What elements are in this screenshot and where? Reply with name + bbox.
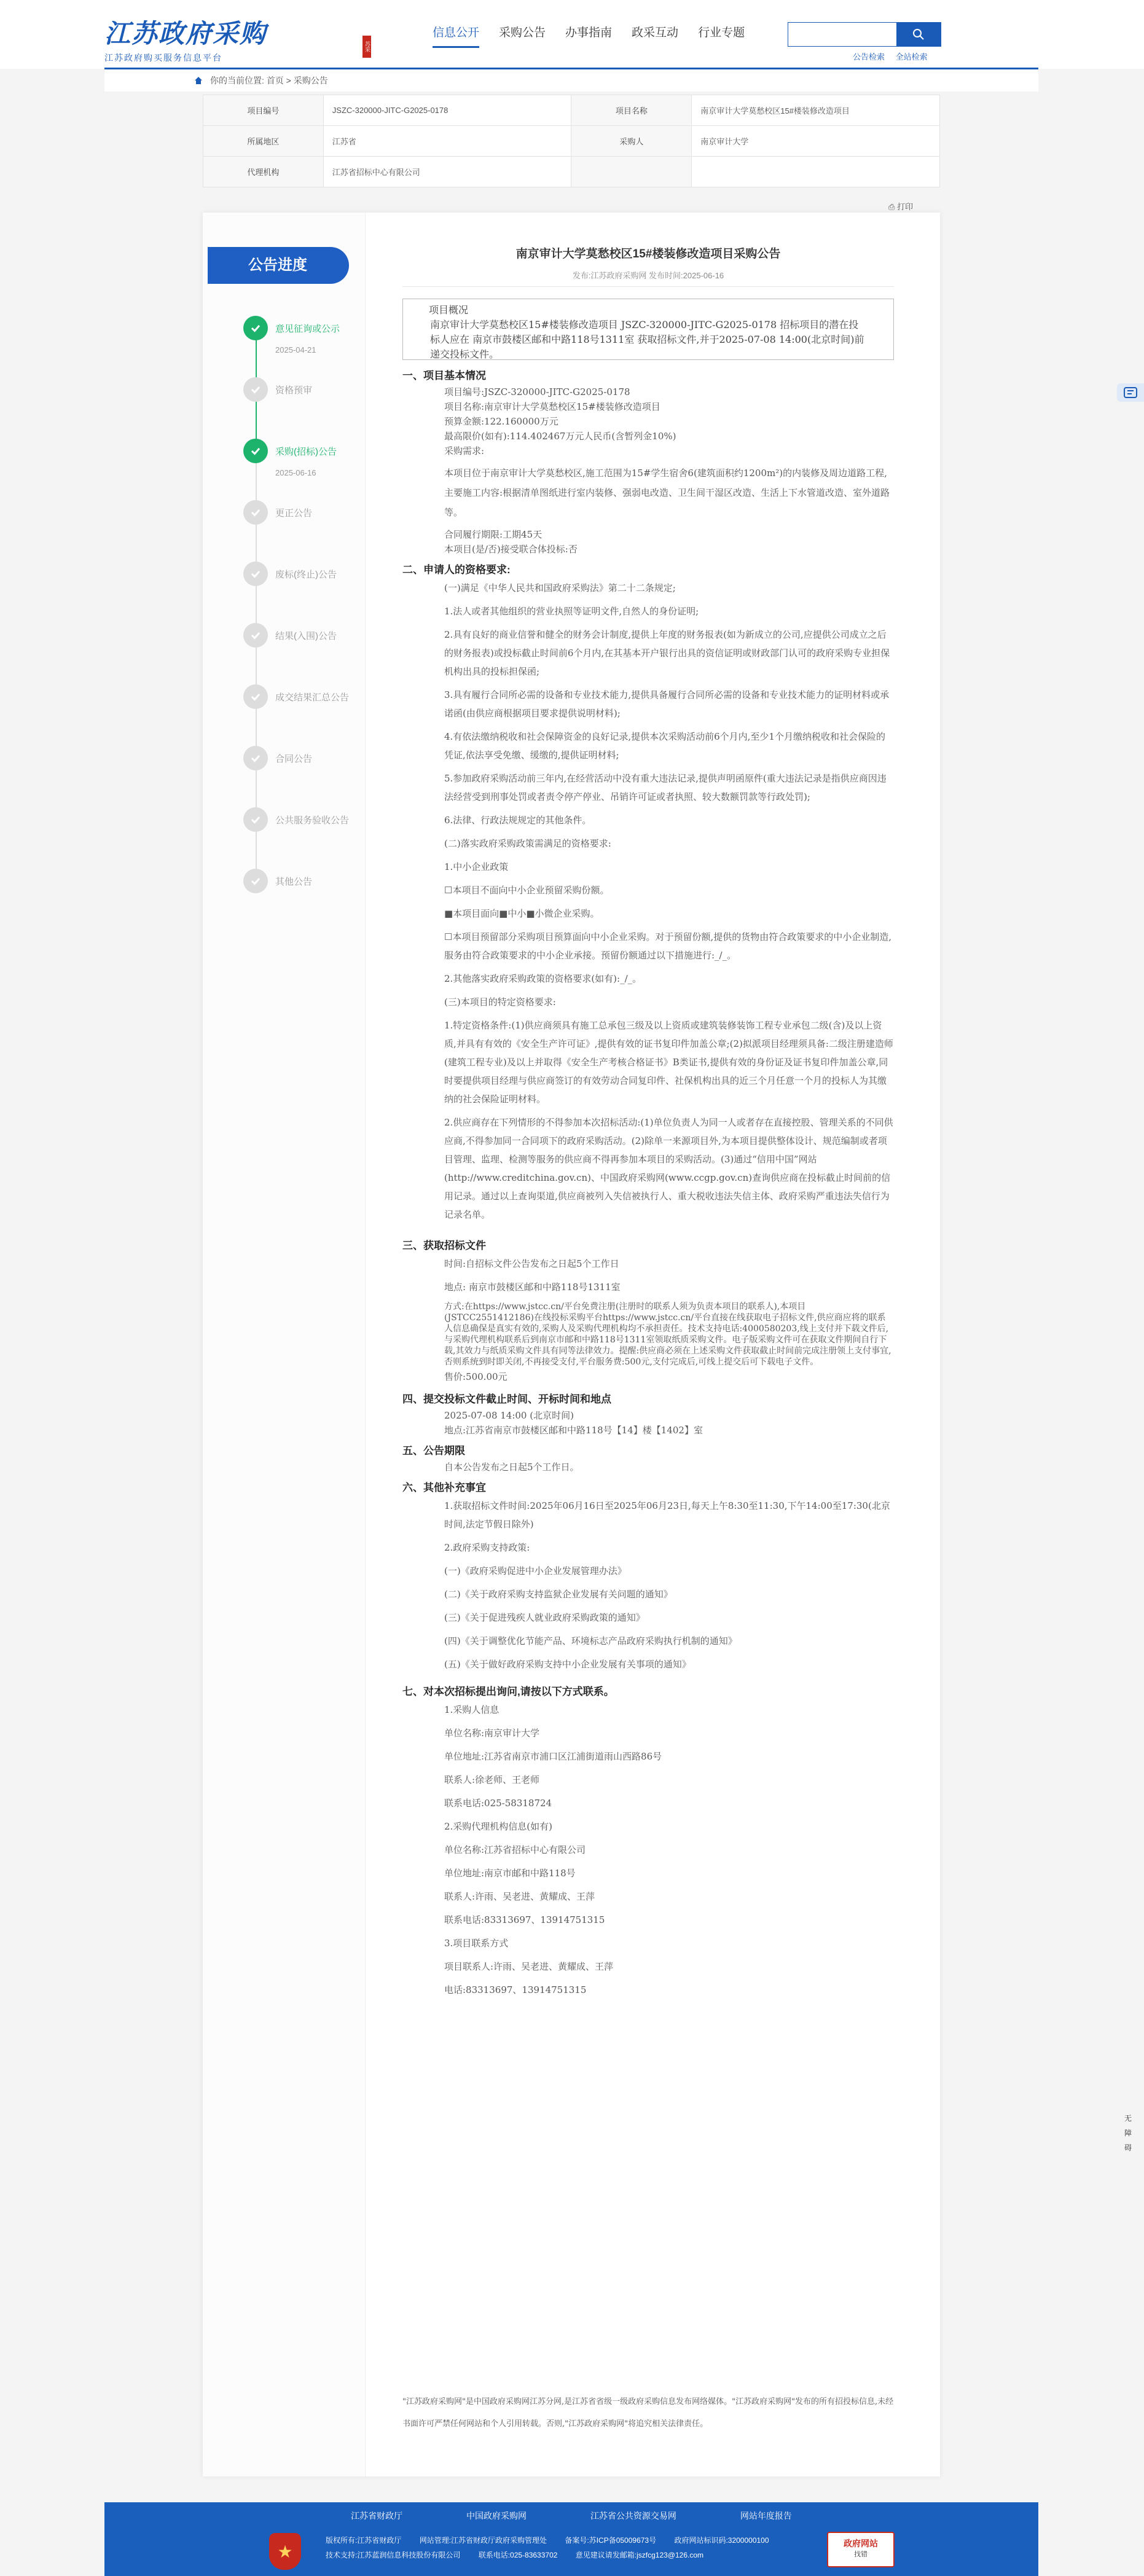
article-meta: 发布:江苏政府采购网 发布时间:2025-06-16	[572, 271, 724, 280]
accessibility-float[interactable]	[1117, 383, 1144, 402]
footer-phone: 联系电话:025-83633702	[478, 2551, 558, 2559]
progress-step-label: 其他公告	[275, 877, 313, 887]
footer-links	[104, 2510, 1038, 2522]
section-1-heading: 一、项目基本情况	[402, 370, 486, 382]
search-icon	[912, 28, 925, 41]
footer-admin: 网站管理:江苏省财政厅政府采购管理处	[419, 2536, 547, 2545]
section-2-line: 5.参加政府采购活动前三年内,在经营活动中没有重大违法记录,提供声明函原件(重大违法记录是指供应商因违法经营受到刑事处罚或者责令停产停业、吊销许可证或者执照、较大数额罚款等行政处罚);	[444, 773, 887, 802]
footer-email: 意见建议请发邮箱:jszfcg123@126.com	[575, 2551, 704, 2559]
nav-procurement-notice[interactable]: 采购公告	[499, 26, 546, 39]
search-box	[788, 22, 941, 47]
section-7-line: 2.采购代理机构信息(如有)	[444, 1821, 553, 1832]
footer-tech-support: 技术支持:江苏蓝润信息科技股份有限公司	[326, 2551, 461, 2559]
progress-step	[243, 377, 366, 414]
section-7-line: 1.采购人信息	[444, 1704, 500, 1715]
print-label: 打印	[897, 202, 914, 211]
progress-step	[243, 623, 366, 660]
empty-value	[692, 157, 940, 187]
overview-heading: 项目概况	[429, 304, 469, 316]
check-pending-icon	[243, 869, 268, 893]
section-1-tail-line: 本项目(是/否)接受联合体投标:否	[444, 544, 578, 555]
section-5-text: 自本公告发布之日起5个工作日。	[444, 1462, 579, 1473]
search-links	[853, 50, 936, 62]
project-name-label: 项目名称	[571, 95, 692, 126]
purchaser-label: 采购人	[571, 126, 692, 157]
progress-step-label: 意见征询或公示	[275, 324, 340, 334]
section-7-line: 联系人:徐老师、王老师	[444, 1774, 540, 1785]
check-done-icon	[243, 316, 268, 340]
progress-step	[243, 562, 366, 598]
section-6-line: 1.获取招标文件时间:2025年06月16日至2025年06月23日,每天上午8:30至11:30,下午14:00至17:30(北京时间,法定节假日除外)	[444, 1500, 890, 1530]
section-2-line: (二)落实政府采购政策需满足的资格要求:	[444, 838, 611, 849]
section-7-line: 3.项目联系方式	[444, 1938, 509, 1949]
section-6-line: (四)《关于调整优化节能产品、环境标志产品政府采购执行机制的通知》	[444, 1635, 737, 1646]
progress-step-label: 公共服务验收公告	[275, 815, 350, 826]
section-6-heading: 六、其他补充事宜	[402, 1482, 486, 1494]
empty-label	[571, 157, 692, 187]
notice-card	[203, 213, 940, 2476]
nav-interaction[interactable]: 政采互动	[632, 26, 679, 39]
progress-step-date: 2025-06-16	[275, 468, 316, 477]
agency-value: 江苏省招标中心有限公司	[323, 157, 571, 187]
section-7-heading: 七、对本次招标提出询问,请按以下方式联系。	[402, 1686, 614, 1697]
section-7-line: 电话:83313697、13914751315	[444, 1984, 587, 1995]
gov-site-badge[interactable]	[827, 2532, 895, 2567]
article-body	[402, 367, 894, 2004]
project-code-value: JSZC-320000-JITC-G2025-0178	[323, 95, 571, 126]
section-3-price: 售价:500.00元	[444, 1371, 507, 1382]
section-2-line: 1.特定资格条件:(1)供应商须具有施工总承包三级及以上资质或建筑装修装饰工程专业承包二级(含)及以上资质,并具有有效的《安全生产许可证》,提供有效的证书复印件加盖公章;(2)拟派项目经理须具备:二级注册建造师(建筑工程专业)及以上并取得《安全生产考核合格证书》B类证书,提供有效的身份证及证书复印件加盖公章,同时要提供项目经理与供应商签订的有效劳动合同复印件、社保机构出具的近三个月任意一个月的投标人为其缴纳的社会保险证明材料。	[444, 1020, 893, 1105]
logo-subtitle: 江苏政府购买服务信息平台	[104, 53, 222, 63]
section-2-line: 2.其他落实政府采购政策的资格要求(如有):_/_。	[444, 973, 642, 984]
progress-step-label: 采购(招标)公告	[275, 447, 337, 457]
title-divider	[402, 286, 894, 287]
table-row	[203, 157, 940, 187]
footer-info	[326, 2533, 785, 2562]
section-2-line: 3.具有履行合同所必需的设备和专业技术能力,提供具备履行合同所必需的设备和专业技术能力的证明材料或承诺函(由供应商根据项目要求提供说明材料);	[444, 689, 890, 719]
footer-link-annual-report[interactable]: 网站年度报告	[740, 2511, 792, 2521]
main-nav	[433, 23, 764, 48]
breadcrumb-path[interactable]: 首页 > 采购公告	[266, 76, 328, 85]
section-5-heading: 五、公告期限	[402, 1445, 465, 1457]
nav-guide[interactable]: 办事指南	[565, 26, 613, 39]
print-button[interactable]	[888, 200, 913, 212]
footer-copyright: 版权所有:江苏省财政厅	[326, 2536, 402, 2545]
section-6-line: (二)《关于政府采购支持监狱企业发展有关问题的通知》	[444, 1589, 673, 1600]
check-pending-icon	[243, 562, 268, 586]
breadcrumb-prefix: 你的当前位置:	[210, 76, 264, 85]
check-pending-icon	[243, 500, 268, 525]
section-7-line: 单位名称:南京审计大学	[444, 1728, 540, 1739]
section-2-line: ☐本项目不面向中小企业预留采购份额。	[444, 885, 609, 896]
check-pending-icon	[243, 377, 268, 402]
progress-step[interactable]	[243, 439, 366, 476]
progress-step	[243, 869, 366, 906]
progress-title: 公告进度	[208, 247, 349, 284]
footer-link-ccgp[interactable]: 中国政府采购网	[466, 2511, 527, 2521]
purchaser-value: 南京审计大学	[692, 126, 940, 157]
progress-step-label: 成交结果汇总公告	[275, 692, 350, 703]
table-row	[203, 126, 940, 157]
section-3-time: 时间:自招标文件公告发布之日起5个工作日	[444, 1258, 619, 1269]
section-1-need: 本项目位于南京审计大学莫愁校区,施工范围为15#学生宿舍6(建筑面积约1200m²)的内装修及周边道路工程,主要施工内容:根据清单图纸进行室内装修、强弱电改造、卫生间干湿区改造、生活上下水管道改造、室外道路等。	[444, 468, 890, 518]
badge-sub: 找错	[854, 2551, 868, 2558]
check-pending-icon	[243, 807, 268, 832]
section-4-time: 2025-07-08 14:00 (北京时间)	[444, 1410, 574, 1421]
progress-step-label: 资格预审	[275, 385, 313, 396]
search-button[interactable]	[896, 23, 941, 46]
section-1-tail-line: 合同履行期限:工期45天	[444, 529, 543, 540]
footer-link-public-resource[interactable]: 江苏省公共资源交易网	[590, 2511, 676, 2521]
home-icon	[194, 76, 203, 85]
progress-step	[243, 500, 366, 537]
section-4-place: 地点:江苏省南京市鼓楼区邮和中路118号【14】楼【1402】室	[444, 1425, 703, 1436]
footer-icp: 备案号:苏ICP备05009673号	[565, 2536, 657, 2545]
progress-step-date: 2025-04-21	[275, 345, 316, 354]
section-2-heading: 二、申请人的资格要求:	[402, 564, 511, 576]
section-4-heading: 四、提交投标文件截止时间、开标时间和地点	[402, 1393, 611, 1405]
section-7-line: 联系电话:025-58318724	[444, 1798, 552, 1809]
region-label: 所属地区	[203, 126, 324, 157]
footer-site-code: 政府网站标识码:3200000100	[674, 2536, 769, 2545]
nav-topics[interactable]: 行业专题	[698, 26, 745, 39]
section-7-line: 项目联系人:许雨、吴老进、黄耀成、王萍	[444, 1961, 614, 1972]
table-row	[203, 95, 940, 126]
section-2-line: 1.法人或者其他组织的营业执照等证明文件,自然人的身份证明;	[444, 606, 699, 617]
section-7-line: 单位名称:江苏省招标中心有限公司	[444, 1844, 586, 1855]
section-7-line: 单位地址:南京市邮和中路118号	[444, 1868, 576, 1879]
overview-text: 南京审计大学莫愁校区15#楼装修改造项目 JSZC-320000-JITC-G2025-0178 招标项目的潜在投标人应在 南京市鼓楼区邮和中路118号1311室 获取招标文件,并于2025-07-08 14:00(北京时间)前递交投标文件。	[430, 319, 864, 360]
progress-step	[243, 807, 366, 844]
section-2-line: 1.中小企业政策	[444, 861, 509, 872]
section-2-line: ☐本项目预留部分采购项目预算面向中小企业采购。对于预留份额,提供的货物由符合政策要求的中小企业制造,服务由符合政策要求的中小企业承接。预留份额通过以下措施进行:_/_。	[444, 931, 891, 961]
section-1-line: 最高限价(如有):114.402467万元人民币(含暂列金10%)	[444, 431, 676, 442]
region-value: 江苏省	[323, 126, 571, 157]
site-footer	[104, 2502, 1038, 2576]
project-name-value: 南京审计大学莫愁校区15#楼装修改造项目	[692, 95, 940, 126]
check-pending-icon	[243, 684, 268, 709]
article-title: 南京审计大学莫愁校区15#楼装修改造项目采购公告	[515, 248, 781, 260]
accessibility-label[interactable]: 无障碍	[1124, 2114, 1132, 2152]
progress-step-label: 更正公告	[275, 508, 313, 519]
section-2-line: 2.供应商存在下列情形的不得参加本次招标活动:(1)单位负责人为同一人或者存在直接控股、管理关系的不同供应商,不得参加同一合同项下的政府采购活动。(2)除单一来源项目外,为本项目提供整体设计、规范编制或者项目管理、监理、检测等服务的供应商不得再参加本项目的采购活动。(3)通过“信用中国”网站(http://www.creditchina.gov.cn)、中国政府采购网(www.ccgp.gov.cn)查询供应商在投标截止时间前的信用记录。通过以上查询渠道,供应商被列入失信被执行人、重大税收违法失信主体、政府采购严重违法失信行为记录名单。	[444, 1117, 893, 1220]
article-footnote: "江苏政府采购网"是中国政府采购网江苏分网,是江苏省省级一级政府采购信息发布网络媒体。"江苏政府采购网"发布的所有招投标信息,未经书面许可严禁任何网站和个人引用转载。否则,"江苏政府采购网"将追究相关法律责任。	[402, 2397, 894, 2429]
project-code-label: 项目编号	[203, 95, 324, 126]
section-6-line: (三)《关于促进残疾人就业政府采购政策的通知》	[444, 1612, 645, 1623]
party-emblem-icon: ★	[269, 2533, 301, 2570]
footer-link-finance-dept[interactable]: 江苏省财政厅	[351, 2511, 403, 2521]
section-7-line: 单位地址:江苏省南京市浦口区江浦街道雨山西路86号	[444, 1751, 662, 1762]
section-6-line: 2.政府采购支持政策:	[444, 1542, 530, 1553]
check-pending-icon	[243, 623, 268, 648]
section-3-place: 地点: 南京市鼓楼区邮和中路118号1311室	[444, 1282, 621, 1293]
progress-step-label: 废标(终止)公告	[275, 570, 337, 580]
progress-step-label: 结果(入围)公告	[275, 631, 337, 641]
check-done-icon	[243, 439, 268, 463]
print-icon: ⎙	[888, 202, 895, 211]
section-6-line: (五)《关于做好政府采购支持中小企业发展有关事项的通知》	[444, 1659, 691, 1670]
section-6-line: (一)《政府采购促进中小企业发展管理办法》	[444, 1565, 627, 1576]
section-3-heading: 三、获取招标文件	[402, 1240, 486, 1251]
section-2-line: 2.具有良好的商业信誉和健全的财务会计制度,提供上年度的财务报表(如为新成立的公司,应提供公司成立之后的财务报表)或投标截止时间前6个月内,在其基本开户银行出具的资信证明或财政部门认可的政府采购专业担保机构出具的投标担保函;	[444, 629, 890, 677]
section-1-line: 采购需求:	[444, 445, 485, 456]
logo-seal: 苏采	[362, 36, 371, 58]
agency-label: 代理机构	[203, 157, 324, 187]
section-1-line: 预算金额:122.160000万元	[444, 416, 558, 427]
side-tools[interactable]	[1122, 2111, 1134, 2166]
progress-step[interactable]	[243, 316, 366, 353]
section-3-way: 方式:在https://www.jstcc.cn/平台免费注册(注册时的联系人须为负责本项目的联系人),本项目(JSTCC2551412186)在线投标采购平台https://www.jstcc.cn/平台直接在线获取电子招标文件,供应商应将的联系人信息确保是真实有效的,采购人及采购代理机构均不承担责任。技术支持电话:4000580203,线上支付并下载文件后,与采购代理机构联系后到南京市邮和中路118号1311室领取纸质采购文件。电子版采购文件可在获取文件期间自行下载,其效力与纸质采购文件具有同等法律效力。提醒:供应商必须在上述采购文件获取截止时间前完成注册领上支付事宜,否则系统到时即关闭,不再接受支付,平台服务费:500元,支付完成后,可线上提交后可下载电子文件。	[444, 1302, 891, 1367]
progress-sidebar	[203, 213, 366, 2476]
logo-text: 江苏政府采购	[104, 18, 267, 49]
section-7-line: 联系电话:83313697、13914751315	[444, 1914, 605, 1925]
project-info-table	[203, 95, 940, 187]
check-pending-icon	[243, 746, 268, 770]
nav-info-public[interactable]: 信息公开	[433, 23, 479, 48]
section-2-line: ■本项目面向■中小■小微企业采购。	[444, 908, 600, 919]
breadcrumb	[104, 69, 1038, 92]
progress-step	[243, 684, 366, 721]
section-1-line: 项目编号:JSZC-320000-JITC-G2025-0178	[444, 386, 630, 397]
overview-box	[402, 299, 894, 360]
section-2-line: 4.有依法缴纳税收和社会保障资金的良好记录,提供本次采购活动前6个月内,至少1个月缴纳税收和社会保险的凭证,依法享受免缴、缓缴的,提供证明材料;	[444, 731, 885, 761]
notice-search-link[interactable]: 公告检索	[853, 52, 885, 61]
site-logo[interactable]	[104, 14, 370, 63]
progress-step-label: 合同公告	[275, 754, 313, 764]
reader-icon	[1124, 387, 1137, 398]
section-2-line: 6.法律、行政法规规定的其他条件。	[444, 815, 592, 826]
search-input[interactable]	[788, 23, 896, 46]
section-7-line: 联系人:许雨、吴老进、黄耀成、王萍	[444, 1891, 595, 1902]
site-search-link[interactable]: 全站检索	[895, 52, 928, 61]
section-2-line: (一)满足《中华人民共和国政府采购法》第二十二条规定;	[444, 582, 676, 593]
badge-title: 政府网站	[844, 2539, 878, 2548]
section-1-line: 项目名称:南京审计大学莫愁校区15#楼装修改造项目	[444, 401, 660, 412]
progress-step	[243, 746, 366, 783]
section-2-line: (三)本项目的特定资格要求:	[444, 996, 556, 1008]
